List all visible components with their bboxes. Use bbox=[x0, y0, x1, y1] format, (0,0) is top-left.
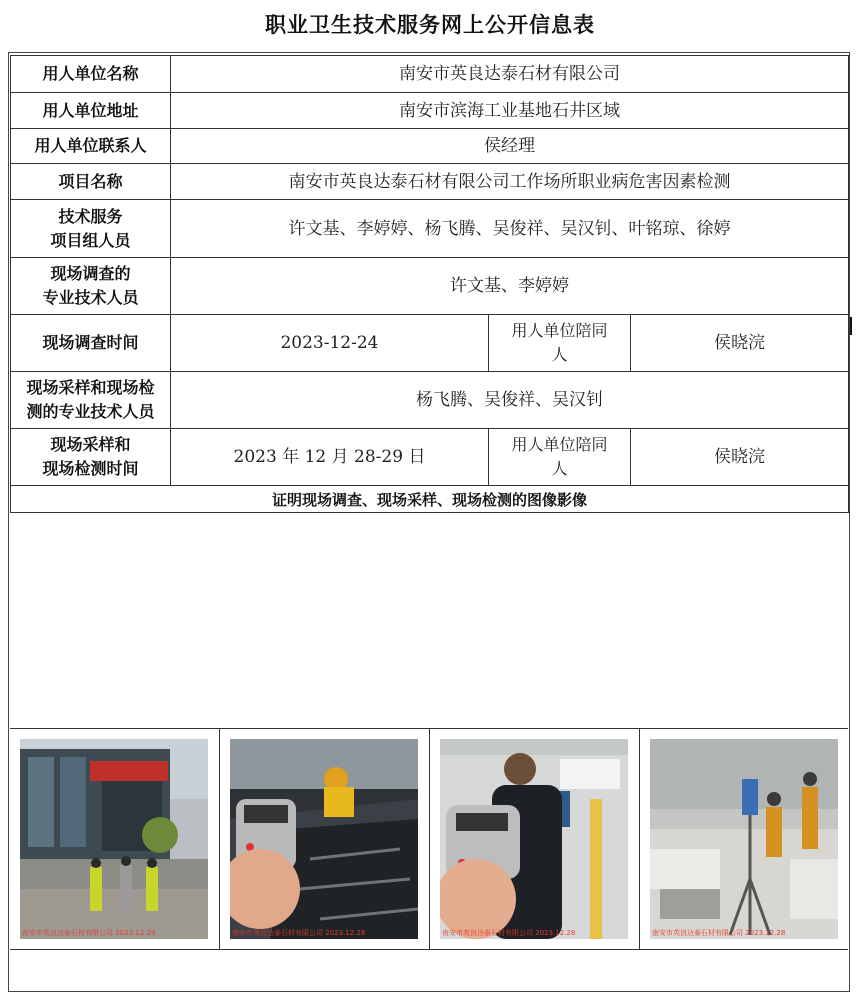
row-survey-staff bbox=[11, 258, 849, 315]
survey-staff-label-line1: 现场调查的 bbox=[50, 264, 131, 283]
photo-cell-4 bbox=[640, 729, 848, 949]
photo-detection-control-room bbox=[440, 739, 628, 939]
row-contact bbox=[11, 129, 849, 164]
sampling-companion-value: 侯晓浣 bbox=[631, 429, 849, 486]
page-title: 职业卫生技术服务网上公开信息表 bbox=[265, 13, 595, 37]
contact-label: 用人单位联系人 bbox=[11, 129, 171, 164]
survey-companion-label bbox=[489, 315, 631, 372]
survey-time-value: 2023-12-24 bbox=[171, 315, 489, 372]
row-employer-address bbox=[11, 93, 849, 129]
survey-staff-label bbox=[11, 258, 171, 315]
row-employer-name bbox=[11, 56, 849, 93]
survey-companion-value: 侯晓浣 bbox=[631, 315, 849, 372]
employer-address-value: 南安市滨海工业基地石井区域 bbox=[171, 93, 849, 129]
info-table bbox=[10, 55, 849, 513]
survey-staff-label-line2: 专业技术人员 bbox=[42, 288, 139, 307]
sampling-staff-label-line1: 现场采样和现场检 bbox=[26, 378, 155, 397]
survey-time-label: 现场调查时间 bbox=[11, 315, 171, 372]
photo-sampling-workshop bbox=[230, 739, 418, 939]
row-survey-time bbox=[11, 315, 849, 372]
photos-area bbox=[10, 518, 848, 984]
photo-detection-control-room-image bbox=[440, 739, 628, 939]
sampling-time-label-line2: 现场检测时间 bbox=[42, 459, 139, 478]
row-images-banner bbox=[11, 486, 849, 513]
photo-sampling-tripod-image bbox=[650, 739, 838, 939]
row-project-name bbox=[11, 164, 849, 200]
employer-name-label: 用人单位名称 bbox=[11, 56, 171, 93]
sampling-staff-label bbox=[11, 372, 171, 429]
sampling-staff-value: 杨飞腾、吴俊祥、吴汉钊 bbox=[171, 372, 849, 429]
employer-address-label: 用人单位地址 bbox=[11, 93, 171, 129]
row-sampling-staff bbox=[11, 372, 849, 429]
sampling-companion-label-line2: 人 bbox=[551, 459, 568, 478]
photo-sampling-workshop-image bbox=[230, 739, 418, 939]
photo-2-caption: 南安市英良达泰石材有限公司 2023.12.28 bbox=[232, 929, 366, 937]
project-name-label: 项目名称 bbox=[11, 164, 171, 200]
photo-sampling-tripod bbox=[650, 739, 838, 939]
sampling-companion-label-line1: 用人单位陪同 bbox=[511, 435, 608, 454]
sampling-time-value: 2023 年 12 月 28-29 日 bbox=[171, 429, 489, 486]
survey-companion-label-line2: 人 bbox=[551, 345, 568, 364]
sampling-time-label bbox=[11, 429, 171, 486]
photo-3-caption: 南安市英良达泰石材有限公司 2023.12.28 bbox=[442, 929, 576, 937]
photo-cell-3 bbox=[430, 729, 640, 949]
sampling-companion-label bbox=[489, 429, 631, 486]
employer-name-value: 南安市英良达泰石材有限公司 bbox=[171, 56, 849, 93]
team-value: 许文基、李婷婷、杨飞腾、吴俊祥、吴汉钊、叶铭琼、徐婷 bbox=[171, 200, 849, 258]
text-cursor bbox=[850, 317, 852, 335]
photo-strip bbox=[10, 728, 848, 950]
photo-cell-1 bbox=[10, 729, 220, 949]
team-label bbox=[11, 200, 171, 258]
team-label-line1: 技术服务 bbox=[58, 206, 123, 226]
photo-1-caption: 南安市英良达泰石材有限公司 2023.12.29 bbox=[22, 929, 156, 937]
survey-staff-value: 许文基、李婷婷 bbox=[171, 258, 849, 315]
photo-4-caption: 南安市英良达泰石材有限公司 2023.12.28 bbox=[652, 929, 786, 937]
sampling-time-label-line1: 现场采样和 bbox=[50, 435, 131, 454]
photo-site-survey-entrance bbox=[20, 739, 208, 939]
survey-companion-label-line1: 用人单位陪同 bbox=[511, 321, 608, 340]
images-banner: 证明现场调查、现场采样、现场检测的图像影像 bbox=[11, 486, 849, 513]
team-label-line2: 项目组人员 bbox=[50, 230, 131, 250]
project-name-value: 南安市英良达泰石材有限公司工作场所职业病危害因素检测 bbox=[171, 164, 849, 200]
row-sampling-time bbox=[11, 429, 849, 486]
photo-cell-2 bbox=[220, 729, 430, 949]
row-team bbox=[11, 200, 849, 258]
contact-value: 侯经理 bbox=[171, 129, 849, 164]
sampling-staff-label-line2: 测的专业技术人员 bbox=[26, 402, 155, 421]
photo-site-survey-entrance-image bbox=[20, 739, 208, 939]
